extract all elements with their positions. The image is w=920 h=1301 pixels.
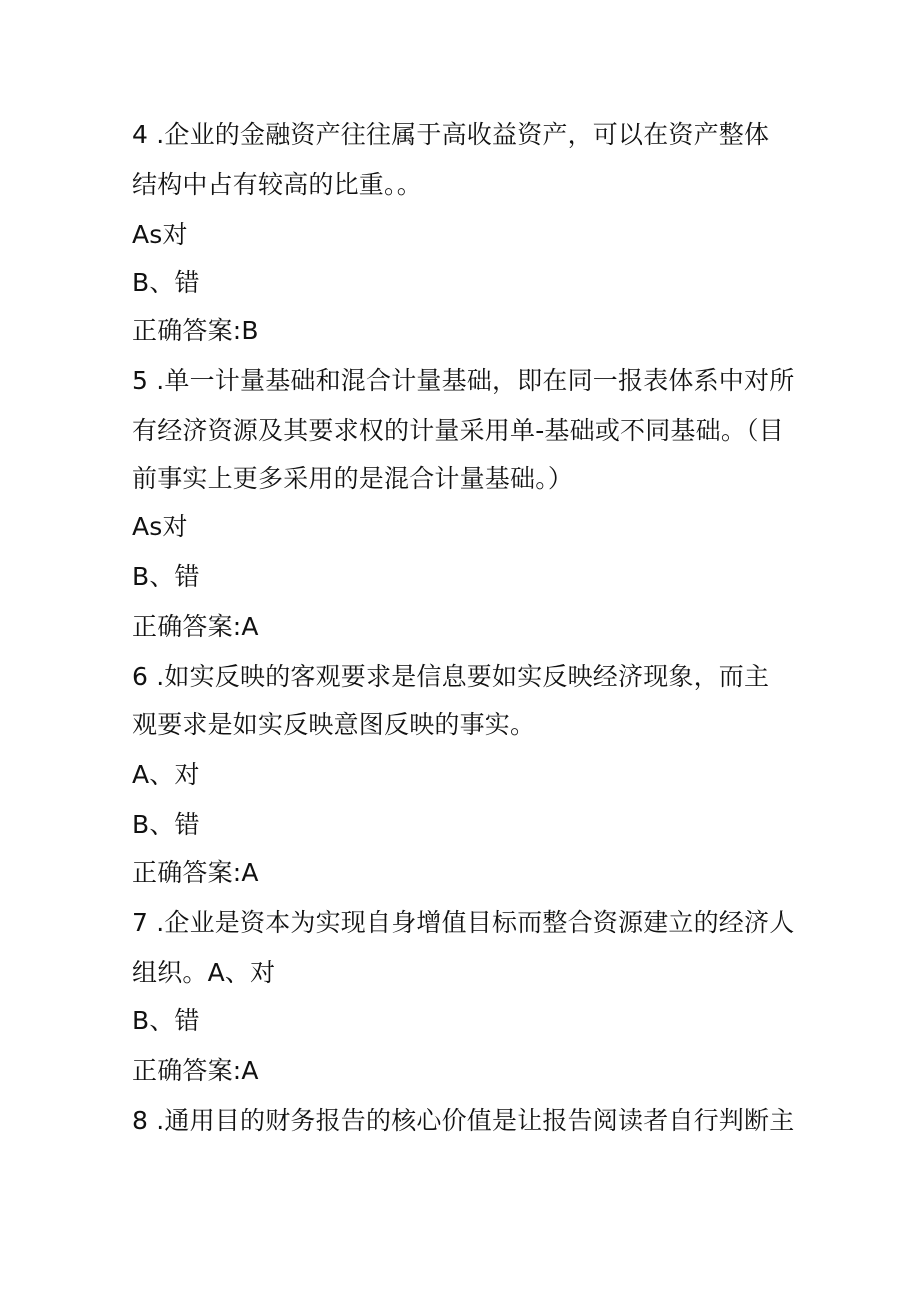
question-7-option-b: B、错 (132, 1006, 200, 1035)
question-4-text-line-1: 4 .企业的金融资产往往属于高收益资产，可以在资产整体 (132, 120, 770, 149)
question-6-answer: 正确答案:A (132, 858, 259, 887)
question-6-option-a: A、对 (132, 760, 200, 789)
question-4-text-line-2: 结构中占有较高的比重。。 (132, 170, 422, 199)
question-5-text-line-1: 5 .单一计量基础和混合计量基础，即在同一报表体系中对所 (132, 366, 795, 395)
question-5-text-line-3: 前事实上更多采用的是混合计量基础。） (132, 464, 574, 493)
question-6-text-line-2: 观要求是如实反映意图反映的事实。 (132, 710, 536, 739)
question-5-text-line-2: 有经济资源及其要求权的计量采用单-基础或不同基础。（目 (132, 416, 784, 445)
question-4-option-b: B、错 (132, 268, 200, 297)
question-4-option-a: As对 (132, 220, 188, 249)
question-5-option-b: B、错 (132, 562, 200, 591)
question-7-text-line-2: 组织。A、对 (132, 958, 276, 987)
question-6-option-b: B、错 (132, 810, 200, 839)
question-5-answer: 正确答案:A (132, 612, 259, 641)
question-7-text-line-1: 7 .企业是资本为实现自身增值目标而整合资源建立的经济人 (132, 908, 795, 937)
question-4-answer: 正确答案:B (132, 316, 259, 345)
question-6-text-line-1: 6 .如实反映的客观要求是信息要如实反映经济现象，而主 (132, 662, 770, 691)
question-7-answer: 正确答案:A (132, 1056, 259, 1085)
question-5-option-a: As对 (132, 512, 188, 541)
question-8-text-line-1: 8 .通用目的财务报告的核心价值是让报告阅读者自行判断主 (132, 1106, 795, 1135)
